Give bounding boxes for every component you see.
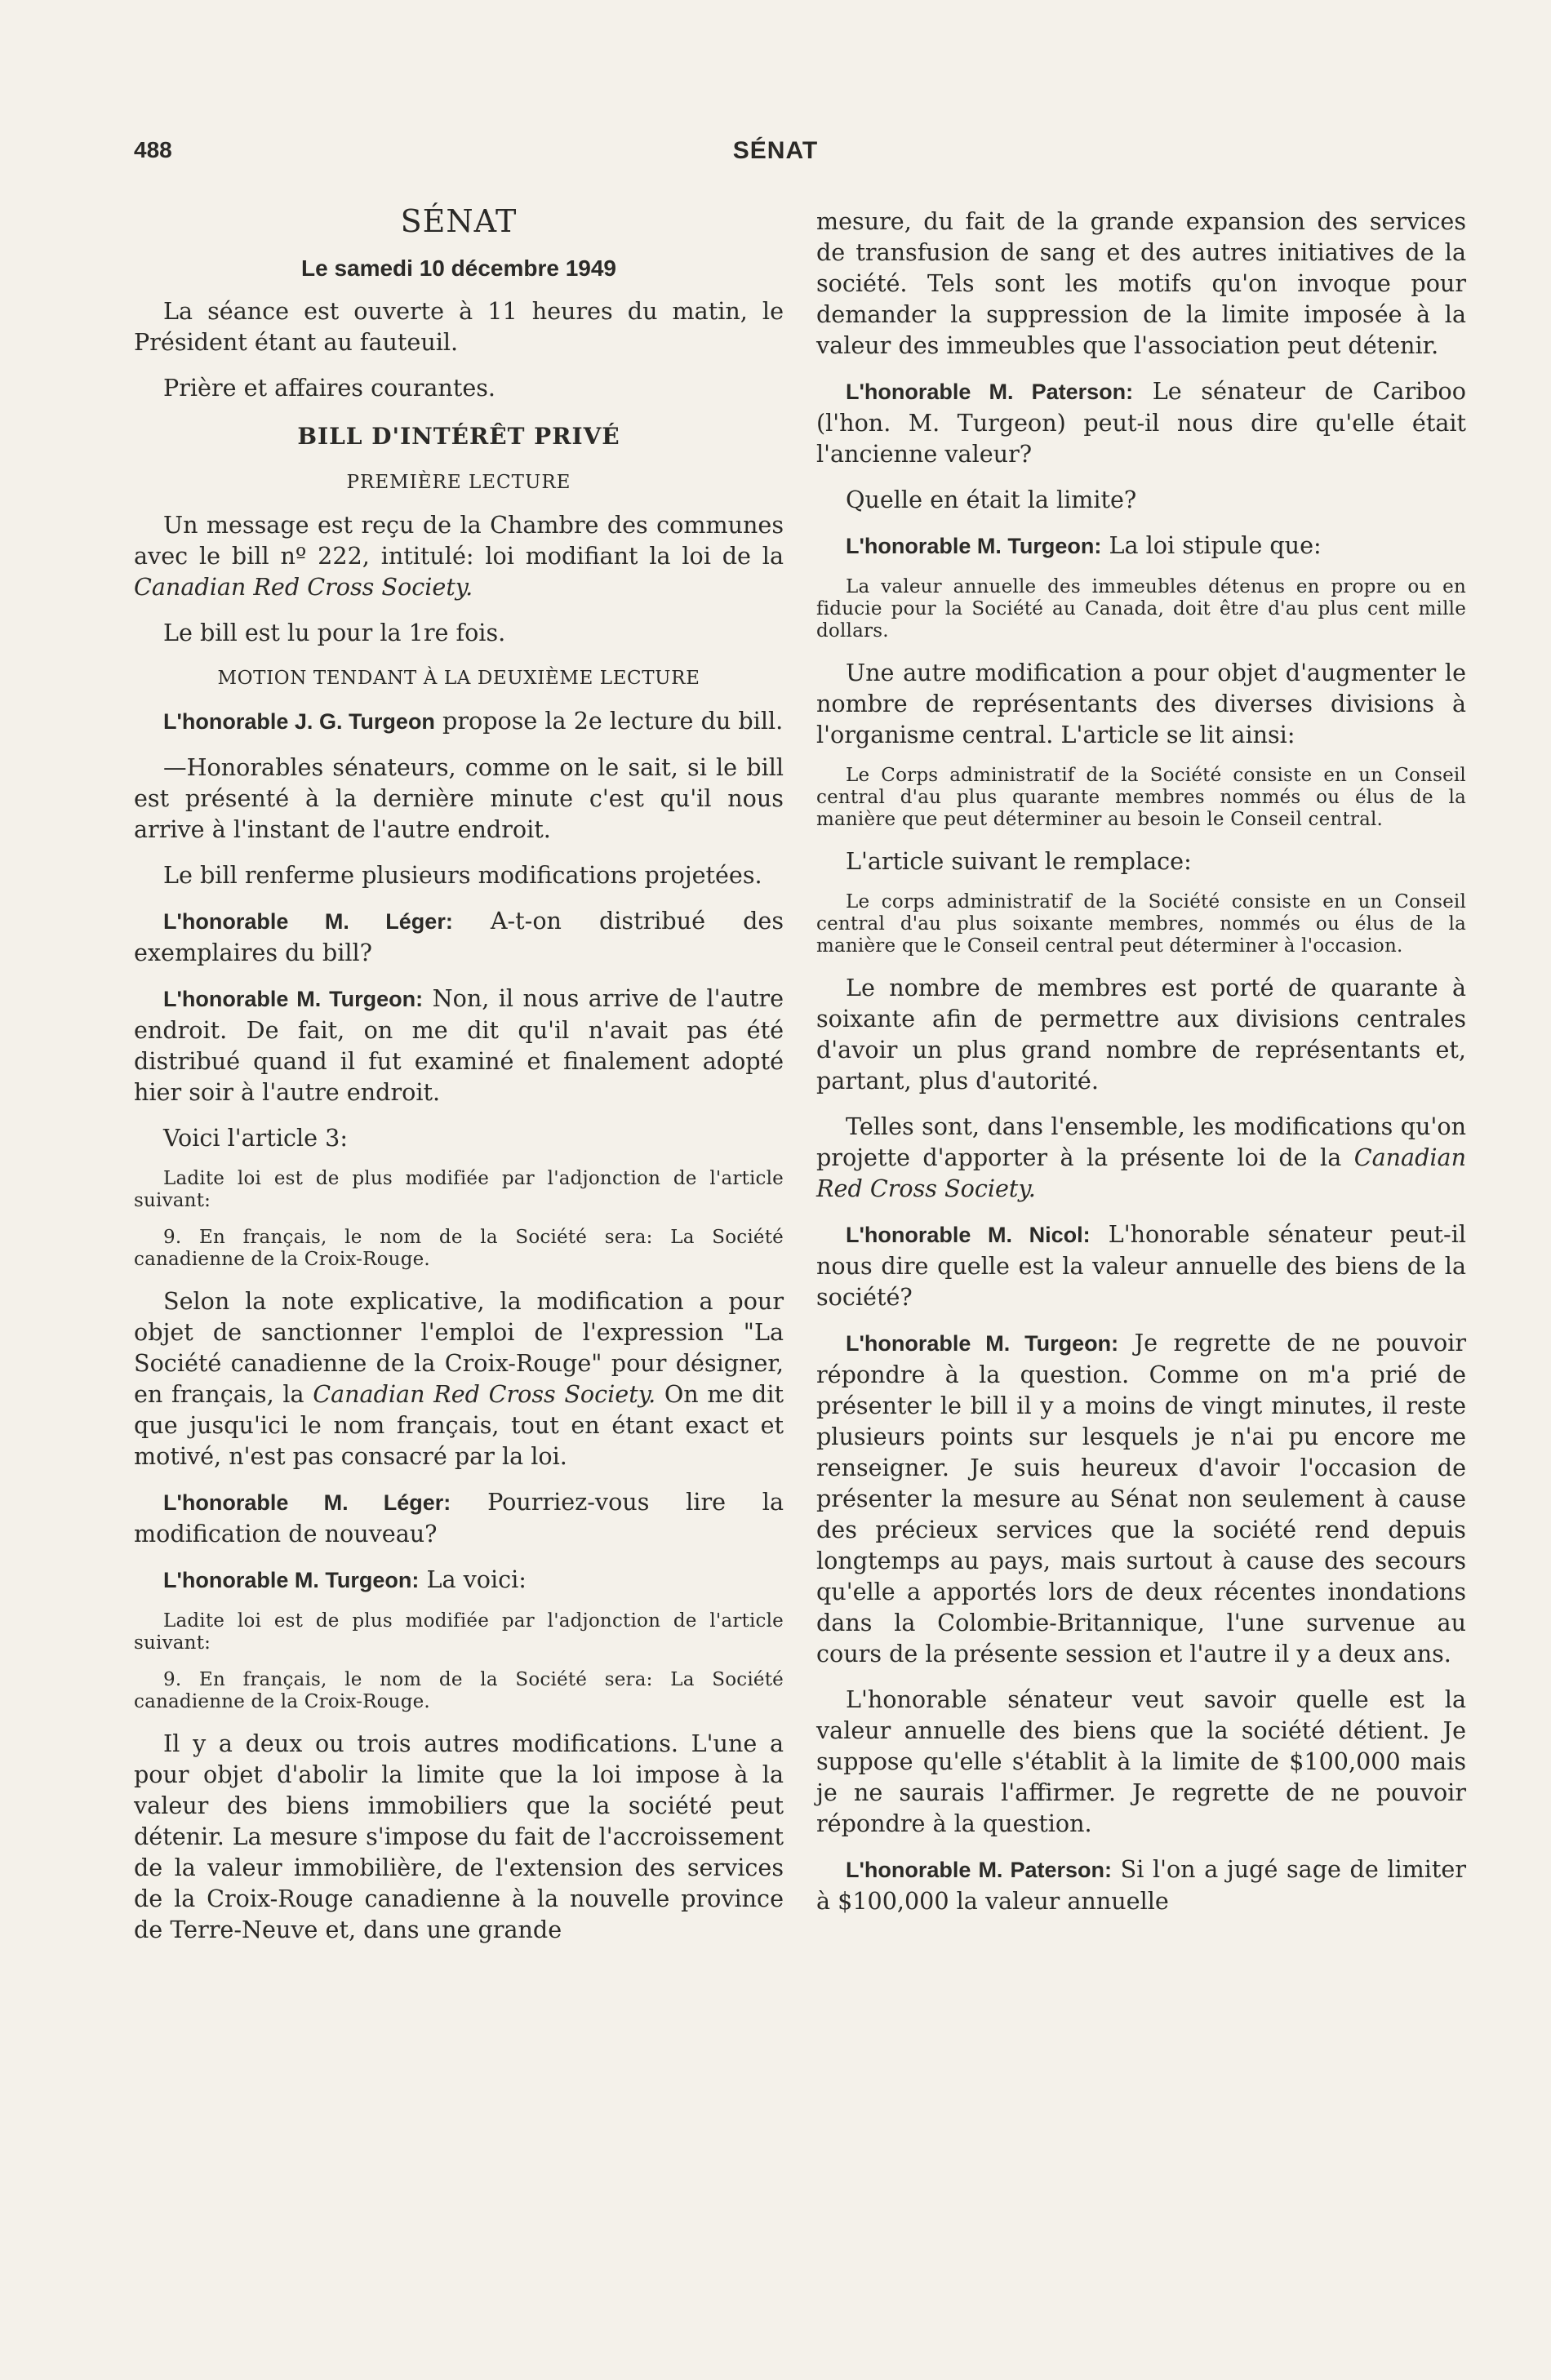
quotation: 9. En français, le nom de la Société sera: La Société canadienne de la Croix-Rouge.: [134, 1669, 784, 1712]
page-number: 488: [134, 137, 172, 162]
quotation: La valeur annuelle des immeubles détenus en propre ou en fiducie pour la Société au Canada, doit être d'au plus cent mille dollars.: [816, 576, 1466, 642]
speaker: L'honorable M. Turgeon:: [163, 987, 424, 1011]
paragraph: La séance est ouverte à 11 heures du matin, le Président étant au fauteuil.: [134, 297, 784, 356]
paragraph: Le bill est lu pour la 1re fois.: [163, 619, 506, 646]
speaker: L'honorable M. Turgeon:: [846, 534, 1102, 558]
sitting-date: Le samedi 10 décembre 1949: [300, 255, 616, 281]
paragraph: L'honorable M. Turgeon: Je regrette de ne pouvoir répondre à la question. Comme on m'a prié de présenter le bill il y a moins de vingt minutes, il reste plusieurs points sur lesquels je n'ai pu encore me renseigner. Je suis heureux d'avoir l'occasion de présenter la mesure au Sénat non seulement à cause des précieux services que la société rend depuis longtemps au pays, mais surtout à cause des secours qu'elle a apportés lors de deux récentes inondations dans la Colombie-Britannique, l'une survenue au cours de la présente session et l'autre il y a deux ans.: [816, 1329, 1466, 1667]
paragraph: Un message est reçu de la Chambre des communes avec le bill nº 222, intitulé: loi modifiant la loi de la Canadian Red Cross Society.: [134, 511, 784, 601]
paragraph: L'honorable M. Léger: A-t-on distribué des exemplaires du bill?: [134, 907, 784, 966]
speaker: L'honorable M. Paterson:: [846, 380, 1134, 404]
paragraph: Selon la note explicative, la modification a pour objet de sanctionner l'emploi de l'expression "La Société canadienne de la Croix-Rouge" pour désigner, en français, la Canadian Red Cross Society. On me dit que jusqu'ici le nom français, tout en étant exact et motivé, n'est pas consacré par la loi.: [134, 1287, 784, 1470]
paragraph: Le nombre de membres est porté de quarante à soixante afin de permettre aux divisions centrales d'avoir un plus grand nombre de représentants et, partant, plus d'autorité.: [816, 974, 1466, 1095]
quotation: Le Corps administratif de la Société consiste en un Conseil central d'au plus quarante membres nommés ou élus de la manière que peut déterminer au besoin le Conseil central.: [816, 765, 1466, 830]
quotation: Le corps administratif de la Société consiste en un Conseil central d'au plus soixante membres, nommés ou élus de la manière que le Conseil central peut déterminer à l'occasion.: [816, 891, 1466, 957]
paragraph: Il y a deux ou trois autres modifications. L'une a pour objet d'abolir la limite que la loi impose à la valeur des biens immobiliers que la société peut détenir. La mesure s'impose du fait de l'accroissement de la valeur immobilière, de l'extension des services de la Croix-Rouge canadienne à la nouvelle province de Terre-Neuve et, dans une grande: [134, 1729, 784, 1943]
paragraph: Telles sont, dans l'ensemble, les modifications qu'on projette d'apporter à la présente loi de la Canadian Red Cross Society.: [816, 1112, 1466, 1202]
speaker: L'honorable M. Léger:: [163, 1490, 451, 1515]
running-head: SÉNAT: [732, 137, 819, 164]
paragraph: —Honorables sénateurs, comme on le sait, si le bill est présenté à la dernière minute c'est qu'il nous arrive à l'instant de l'autre endroit.: [134, 753, 784, 843]
paragraph: Quelle en était la limite?: [846, 486, 1137, 513]
paragraph: mesure, du fait de la grande expansion des services de transfusion de sang et des autres initiatives de la société. Tels sont les motifs qu'on invoque pour demander la suppression de la limite imposée à la valeur des immeubles que l'association peut détenir.: [816, 207, 1466, 359]
paragraph: L'honorable M. Turgeon: La loi stipule que:: [846, 531, 1322, 559]
speaker: L'honorable M. Nicol:: [846, 1223, 1091, 1247]
paragraph: L'honorable M. Turgeon: Non, il nous arrive de l'autre endroit. De fait, on me dit qu'il n'avait pas été distribué quand il fut examiné et finalement adopté hier soir à l'autre endroit.: [134, 984, 784, 1106]
heading-first-reading: PREMIÈRE LECTURE: [346, 472, 571, 493]
quotation: 9. En français, le nom de la Société sera: La Société canadienne de la Croix-Rouge.: [134, 1227, 784, 1270]
quotation: Ladite loi est de plus modifiée par l'adjonction de l'article suivant:: [134, 1610, 784, 1654]
speaker: L'honorable M. Paterson:: [846, 1858, 1112, 1882]
section-title: SÉNAT: [400, 203, 518, 239]
paragraph: L'honorable M. Léger: Pourriez-vous lire la modification de nouveau?: [134, 1488, 784, 1547]
quotation: Ladite loi est de plus modifiée par l'adjonction de l'article suivant:: [134, 1168, 784, 1211]
paragraph: Prière et affaires courantes.: [163, 374, 496, 402]
speaker: L'honorable M. Turgeon:: [163, 1568, 420, 1592]
page-header: [134, 137, 1417, 170]
paragraph: Voici l'article 3:: [163, 1124, 348, 1152]
paragraph: L'honorable M. Paterson: Le sénateur de Cariboo (l'hon. M. Turgeon) peut-il nous dire qu'elle était l'ancienne valeur?: [816, 377, 1466, 468]
paragraph: L'article suivant le remplace:: [846, 847, 1192, 875]
heading-motion: MOTION TENDANT À LA DEUXIÈME LECTURE: [217, 668, 700, 689]
paragraph: Une autre modification a pour objet d'augmenter le nombre de représentants des diverses divisions à l'organisme central. L'article se lit ainsi:: [816, 659, 1466, 748]
paragraph: L'honorable M. Turgeon: La voici:: [163, 1565, 527, 1593]
right-column: [816, 206, 1466, 1931]
paragraph: L'honorable J. G. Turgeon propose la 2e lecture du bill.: [163, 707, 784, 735]
paragraph: Le bill renferme plusieurs modifications projetées.: [163, 861, 762, 889]
speaker: L'honorable M. Léger:: [163, 909, 453, 934]
paragraph: L'honorable M. Nicol: L'honorable sénateur peut-il nous dire quelle est la valeur annuelle des biens de la société?: [816, 1220, 1466, 1311]
speaker: L'honorable J. G. Turgeon: [163, 709, 435, 734]
paragraph: L'honorable M. Paterson: Si l'on a jugé sage de limiter à $100,000 la valeur annuelle: [816, 1855, 1466, 1915]
paragraph: L'honorable sénateur veut savoir quelle est la valeur annuelle des biens que la société détient. Je suppose qu'elle s'établit à la limite de $100,000 mais je ne saurais l'affirmer. Je regrette de ne pouvoir répondre à la question.: [816, 1685, 1466, 1837]
heading-private-bill: BILL D'INTÉRÊT PRIVÉ: [297, 423, 620, 450]
left-column: [134, 203, 784, 1960]
speaker: L'honorable M. Turgeon:: [846, 1331, 1119, 1356]
